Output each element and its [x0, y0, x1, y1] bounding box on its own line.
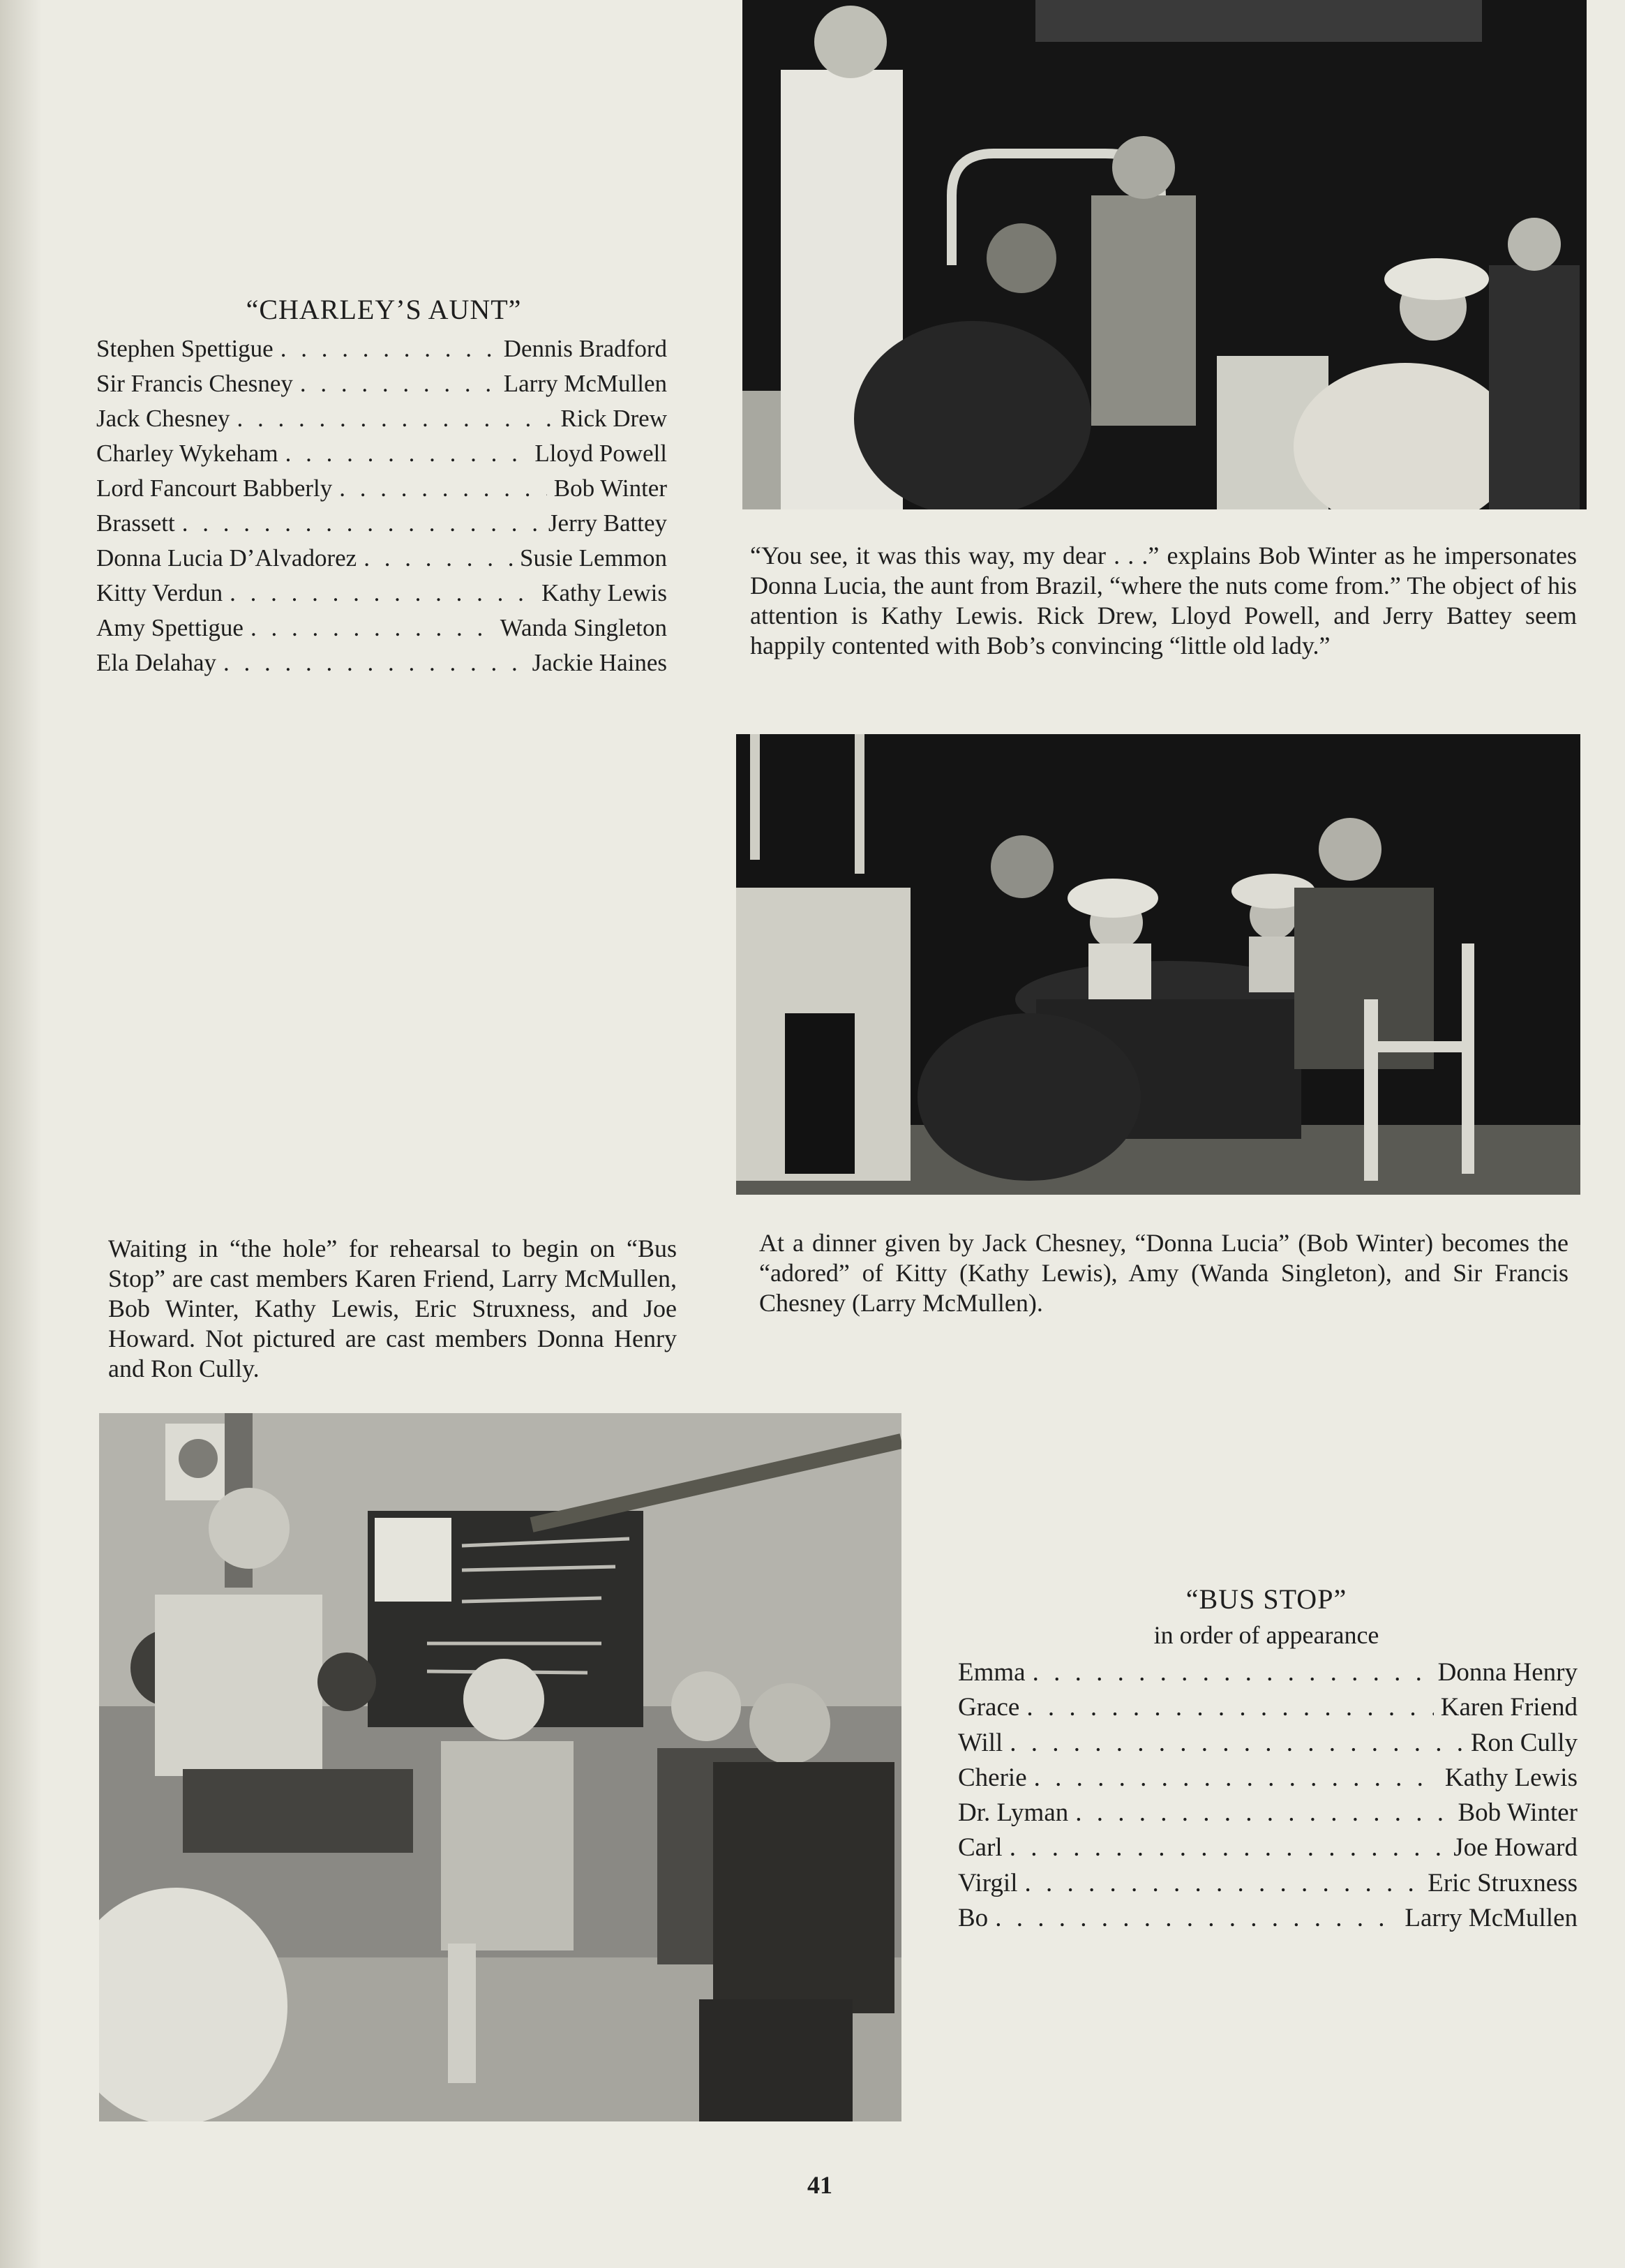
- cast-row: [96, 471, 667, 506]
- cast-role: Emma: [958, 1658, 1026, 1687]
- bus-stop-subtitle: in order of appearance: [1153, 1621, 1379, 1649]
- cast-actor: Larry McMullen: [1405, 1904, 1578, 1933]
- cast-row: [958, 1726, 1578, 1761]
- page-number: 41: [807, 2171, 832, 2199]
- cast-actor: Rick Drew: [560, 405, 667, 432]
- cast-role: Virgil: [958, 1868, 1018, 1897]
- leader-dots: [237, 401, 553, 436]
- leader-dots: [250, 611, 493, 646]
- cast-actor: Jackie Haines: [532, 649, 667, 676]
- cast-row: [958, 1655, 1578, 1690]
- cast-role: Lord Fancourt Babberly: [96, 475, 333, 502]
- cast-actor: Ron Cully: [1470, 1728, 1578, 1757]
- leader-dots: [223, 646, 525, 680]
- stage-photo-drawing-room: [742, 0, 1587, 509]
- leader-dots: [995, 1901, 1398, 1936]
- leader-dots: [230, 576, 534, 611]
- cast-row: [958, 1796, 1578, 1830]
- cast-actor: Bob Winter: [553, 475, 667, 502]
- cast-actor: Joe Howard: [1453, 1833, 1578, 1863]
- cast-row: [96, 401, 667, 436]
- cast-row: [958, 1690, 1578, 1725]
- charleys-aunt-title: “CHARLEY’S AUNT”: [246, 294, 522, 325]
- cast-actor: Wanda Singleton: [500, 614, 667, 641]
- cast-actor: Larry McMullen: [503, 370, 667, 397]
- cast-role: Grace: [958, 1693, 1020, 1722]
- cast-role: Carl: [958, 1833, 1003, 1863]
- cast-actor: Bob Winter: [1458, 1798, 1578, 1828]
- binding-shadow: [0, 0, 42, 2268]
- leader-dots: [1025, 1866, 1421, 1901]
- cast-row: [96, 506, 667, 541]
- leader-dots: [1034, 1761, 1438, 1796]
- leader-dots: [182, 506, 541, 541]
- cast-role: Cherie: [958, 1763, 1027, 1792]
- bus-stop-title: “BUS STOP”: [1185, 1583, 1347, 1615]
- cast-row: [96, 576, 667, 611]
- cast-row: [958, 1830, 1578, 1865]
- cast-role: Stephen Spettigue: [96, 335, 274, 362]
- cast-role: Donna Lucia D’Alvadorez: [96, 544, 357, 572]
- cast-role: Ela Delahay: [96, 649, 216, 676]
- cast-actor: Kathy Lewis: [541, 579, 667, 606]
- cast-row: [96, 611, 667, 646]
- cast-actor: Lloyd Powell: [534, 440, 667, 467]
- leader-dots: [300, 366, 497, 401]
- cast-actor: Jerry Battey: [548, 509, 667, 537]
- cast-actor: Susie Lemmon: [520, 544, 667, 572]
- cast-actor: Karen Friend: [1440, 1693, 1578, 1722]
- cast-role: Jack Chesney: [96, 405, 230, 432]
- cast-role: Sir Francis Chesney: [96, 370, 293, 397]
- leader-dots: [1075, 1796, 1451, 1830]
- cast-row: [96, 436, 667, 471]
- cast-actor: Donna Henry: [1437, 1658, 1578, 1687]
- stage-photo-dinner-scene: [736, 734, 1580, 1195]
- cast-role: Dr. Lyman: [958, 1798, 1069, 1828]
- charleys-aunt-cast-list: [96, 331, 667, 680]
- cast-actor: Dennis Bradford: [503, 335, 667, 362]
- leader-dots: [1026, 1690, 1433, 1725]
- leader-dots: [1010, 1726, 1464, 1761]
- leader-dots: [285, 436, 528, 471]
- leader-dots: [339, 471, 547, 506]
- cast-role: Charley Wykeham: [96, 440, 278, 467]
- cast-row: [96, 366, 667, 401]
- cast-role: Will: [958, 1728, 1003, 1757]
- cast-row: [958, 1866, 1578, 1901]
- cast-actor: Kathy Lewis: [1444, 1763, 1578, 1792]
- leader-dots: [364, 541, 513, 576]
- cast-row: [958, 1761, 1578, 1796]
- leader-dots: [280, 331, 497, 366]
- cast-row: [96, 646, 667, 680]
- leader-dots: [1033, 1655, 1431, 1690]
- caption-dinner-scene: At a dinner given by Jack Chesney, “Donna Lucia” (Bob Winter) becomes the “adored” of Kitty (Kathy Lewis), Amy (Wanda Singleton), and Sir Francis Chesney (Larry McMullen).: [759, 1229, 1568, 1317]
- cast-row: [958, 1901, 1578, 1936]
- cast-row: [96, 541, 667, 576]
- caption-rehearsal: Waiting in “the hole” for rehearsal to begin on “Bus Stop” are cast members Karen Friend, Larry McMullen, Bob Winter, Kathy Lewis, Eric Struxness, and Joe Howard. Not pictured are cast members Donna Henry and Ron Cully.: [108, 1234, 677, 1382]
- rehearsal-room-photo: [99, 1413, 901, 2121]
- cast-role: Amy Spettigue: [96, 614, 244, 641]
- cast-role: Bo: [958, 1904, 989, 1933]
- cast-row: [96, 331, 667, 366]
- caption-drawing-room-scene: “You see, it was this way, my dear . . .” explains Bob Winter as he impersonates Donna Lucia, the aunt from Brazil, “where the nuts come from.” The object of his attention is Kathy Lewis. Rick Drew, Lloyd Powell, and Jerry Battey seem happily contented with Bob’s convincing “little old lady.”: [750, 542, 1577, 659]
- cast-role: Kitty Verdun: [96, 579, 223, 606]
- bus-stop-cast-list: [958, 1655, 1578, 1936]
- cast-actor: Eric Struxness: [1428, 1868, 1578, 1897]
- cast-role: Brassett: [96, 509, 175, 537]
- leader-dots: [1010, 1830, 1447, 1865]
